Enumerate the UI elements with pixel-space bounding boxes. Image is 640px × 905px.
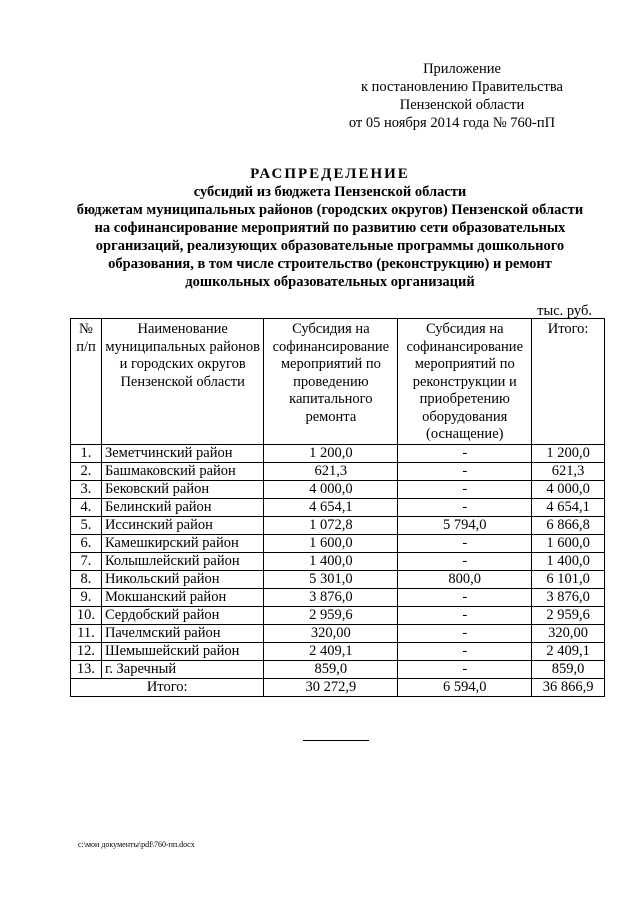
- divider-line: [303, 740, 369, 741]
- table-row: [71, 462, 605, 480]
- table-cell: 6 101,0: [532, 570, 605, 588]
- table-cell: -: [398, 606, 532, 624]
- table-row: [71, 588, 605, 606]
- total-cell: 30 272,9: [264, 678, 398, 696]
- table-cell: Башмаковский район: [101, 462, 263, 480]
- table-cell: 1.: [71, 444, 102, 462]
- title-main: РАСПРЕДЕЛЕНИЕ: [250, 166, 410, 182]
- table-row: [71, 642, 605, 660]
- table-cell: 12.: [71, 642, 102, 660]
- table-cell: -: [398, 462, 532, 480]
- table-row: [71, 624, 605, 642]
- table-cell: 5 794,0: [398, 516, 532, 534]
- table-cell: 621,3: [532, 462, 605, 480]
- table-cell: Шемышейский район: [101, 642, 263, 660]
- table-cell: 6.: [71, 534, 102, 552]
- table-cell: Сердобский район: [101, 606, 263, 624]
- header-cell: № п/п: [71, 319, 102, 445]
- table-cell: 1 400,0: [264, 552, 398, 570]
- table-cell: 3 876,0: [532, 588, 605, 606]
- table-cell: 4.: [71, 498, 102, 516]
- title-line: бюджетам муниципальных районов (городских округов) Пензенской области: [76, 202, 584, 218]
- table-row: [71, 516, 605, 534]
- table-cell: 621,3: [264, 462, 398, 480]
- table-cell: -: [398, 444, 532, 462]
- table-cell: -: [398, 642, 532, 660]
- table-row: [71, 552, 605, 570]
- total-cell: 6 594,0: [398, 678, 532, 696]
- table-cell: -: [398, 534, 532, 552]
- table-cell: 10.: [71, 606, 102, 624]
- table-row: [71, 660, 605, 678]
- table-cell: -: [398, 498, 532, 516]
- table-cell: 320,00: [264, 624, 398, 642]
- table-cell: 1 600,0: [264, 534, 398, 552]
- table-cell: 4 654,1: [532, 498, 605, 516]
- appendix-line: к постановлению Правительства: [361, 79, 563, 95]
- table-cell: Мокшанский район: [101, 588, 263, 606]
- table-row: [71, 498, 605, 516]
- document-title: [40, 165, 620, 291]
- subsidy-table: [70, 318, 605, 697]
- table-cell: 7.: [71, 552, 102, 570]
- table-cell: 2 959,6: [532, 606, 605, 624]
- table-cell: Иссинский район: [101, 516, 263, 534]
- table-cell: 4 000,0: [532, 480, 605, 498]
- appendix-line: Пензенской области: [399, 97, 525, 113]
- title-line: субсидий из бюджета Пензенской области: [193, 184, 467, 200]
- table-cell: Земетчинский район: [101, 444, 263, 462]
- table-cell: 9.: [71, 588, 102, 606]
- title-line: образования, в том числе строительство (реконструкцию) и ремонт: [108, 256, 552, 272]
- header-cell: Субсидия на софинансирование мероприятий по реконструкции и приобретению оборудования (оснащение): [398, 319, 532, 445]
- table-cell: 6 866,8: [532, 516, 605, 534]
- title-line: на софинансирование мероприятий по развитию сети образовательных: [94, 220, 566, 236]
- table-cell: 4 654,1: [264, 498, 398, 516]
- table-row: [71, 534, 605, 552]
- table-cell: 800,0: [398, 570, 532, 588]
- table-cell: -: [398, 624, 532, 642]
- total-cell: 36 866,9: [532, 678, 605, 696]
- table-cell: 3 876,0: [264, 588, 398, 606]
- title-line: организаций, реализующих образовательные программы дошкольного: [95, 238, 565, 254]
- table-cell: 1 200,0: [264, 444, 398, 462]
- table-cell: 2 409,1: [532, 642, 605, 660]
- table-row: [71, 480, 605, 498]
- table-cell: Пачелмский район: [101, 624, 263, 642]
- table-cell: 1 600,0: [532, 534, 605, 552]
- table-cell: -: [398, 552, 532, 570]
- table-cell: 2.: [71, 462, 102, 480]
- title-line: дошкольных образовательных организаций: [185, 274, 475, 290]
- table-cell: 859,0: [532, 660, 605, 678]
- table-cell: Никольский район: [101, 570, 263, 588]
- unit-label: тыс. руб.: [537, 303, 592, 319]
- header-cell: Итого:: [532, 319, 605, 445]
- header-row: [71, 319, 605, 445]
- table-cell: 2 409,1: [264, 642, 398, 660]
- table-cell: г. Заречный: [101, 660, 263, 678]
- table-cell: 5 301,0: [264, 570, 398, 588]
- table-cell: Камешкирский район: [101, 534, 263, 552]
- appendix-block: [330, 60, 594, 132]
- total-cell: Итого:: [71, 678, 264, 696]
- header-cell: Субсидия на софинансирование мероприятий по проведению капитального ремонта: [264, 319, 398, 445]
- table-row: [71, 570, 605, 588]
- table-cell: 2 959,6: [264, 606, 398, 624]
- table-cell: -: [398, 660, 532, 678]
- table-cell: -: [398, 480, 532, 498]
- table-cell: 1 200,0: [532, 444, 605, 462]
- file-path: c:\мои документы\pdf\760-пп.docx: [78, 840, 195, 849]
- table-cell: 320,00: [532, 624, 605, 642]
- table-row: [71, 606, 605, 624]
- header-cell: Наименование муниципальных районов и городских округов Пензенской области: [101, 319, 263, 445]
- table-cell: 11.: [71, 624, 102, 642]
- table-cell: -: [398, 588, 532, 606]
- table-cell: 1 072,8: [264, 516, 398, 534]
- table-cell: 4 000,0: [264, 480, 398, 498]
- table-cell: 5.: [71, 516, 102, 534]
- total-row: [71, 678, 605, 696]
- table-cell: 13.: [71, 660, 102, 678]
- table-cell: 3.: [71, 480, 102, 498]
- table-cell: 8.: [71, 570, 102, 588]
- table-cell: Белинский район: [101, 498, 263, 516]
- table-cell: 859,0: [264, 660, 398, 678]
- appendix-line: Приложение: [423, 61, 501, 77]
- appendix-line: от 05 ноября 2014 года № 760-пП: [348, 115, 556, 131]
- table-row: [71, 444, 605, 462]
- table-cell: 1 400,0: [532, 552, 605, 570]
- table-cell: Бековский район: [101, 480, 263, 498]
- table-cell: Колышлейский район: [101, 552, 263, 570]
